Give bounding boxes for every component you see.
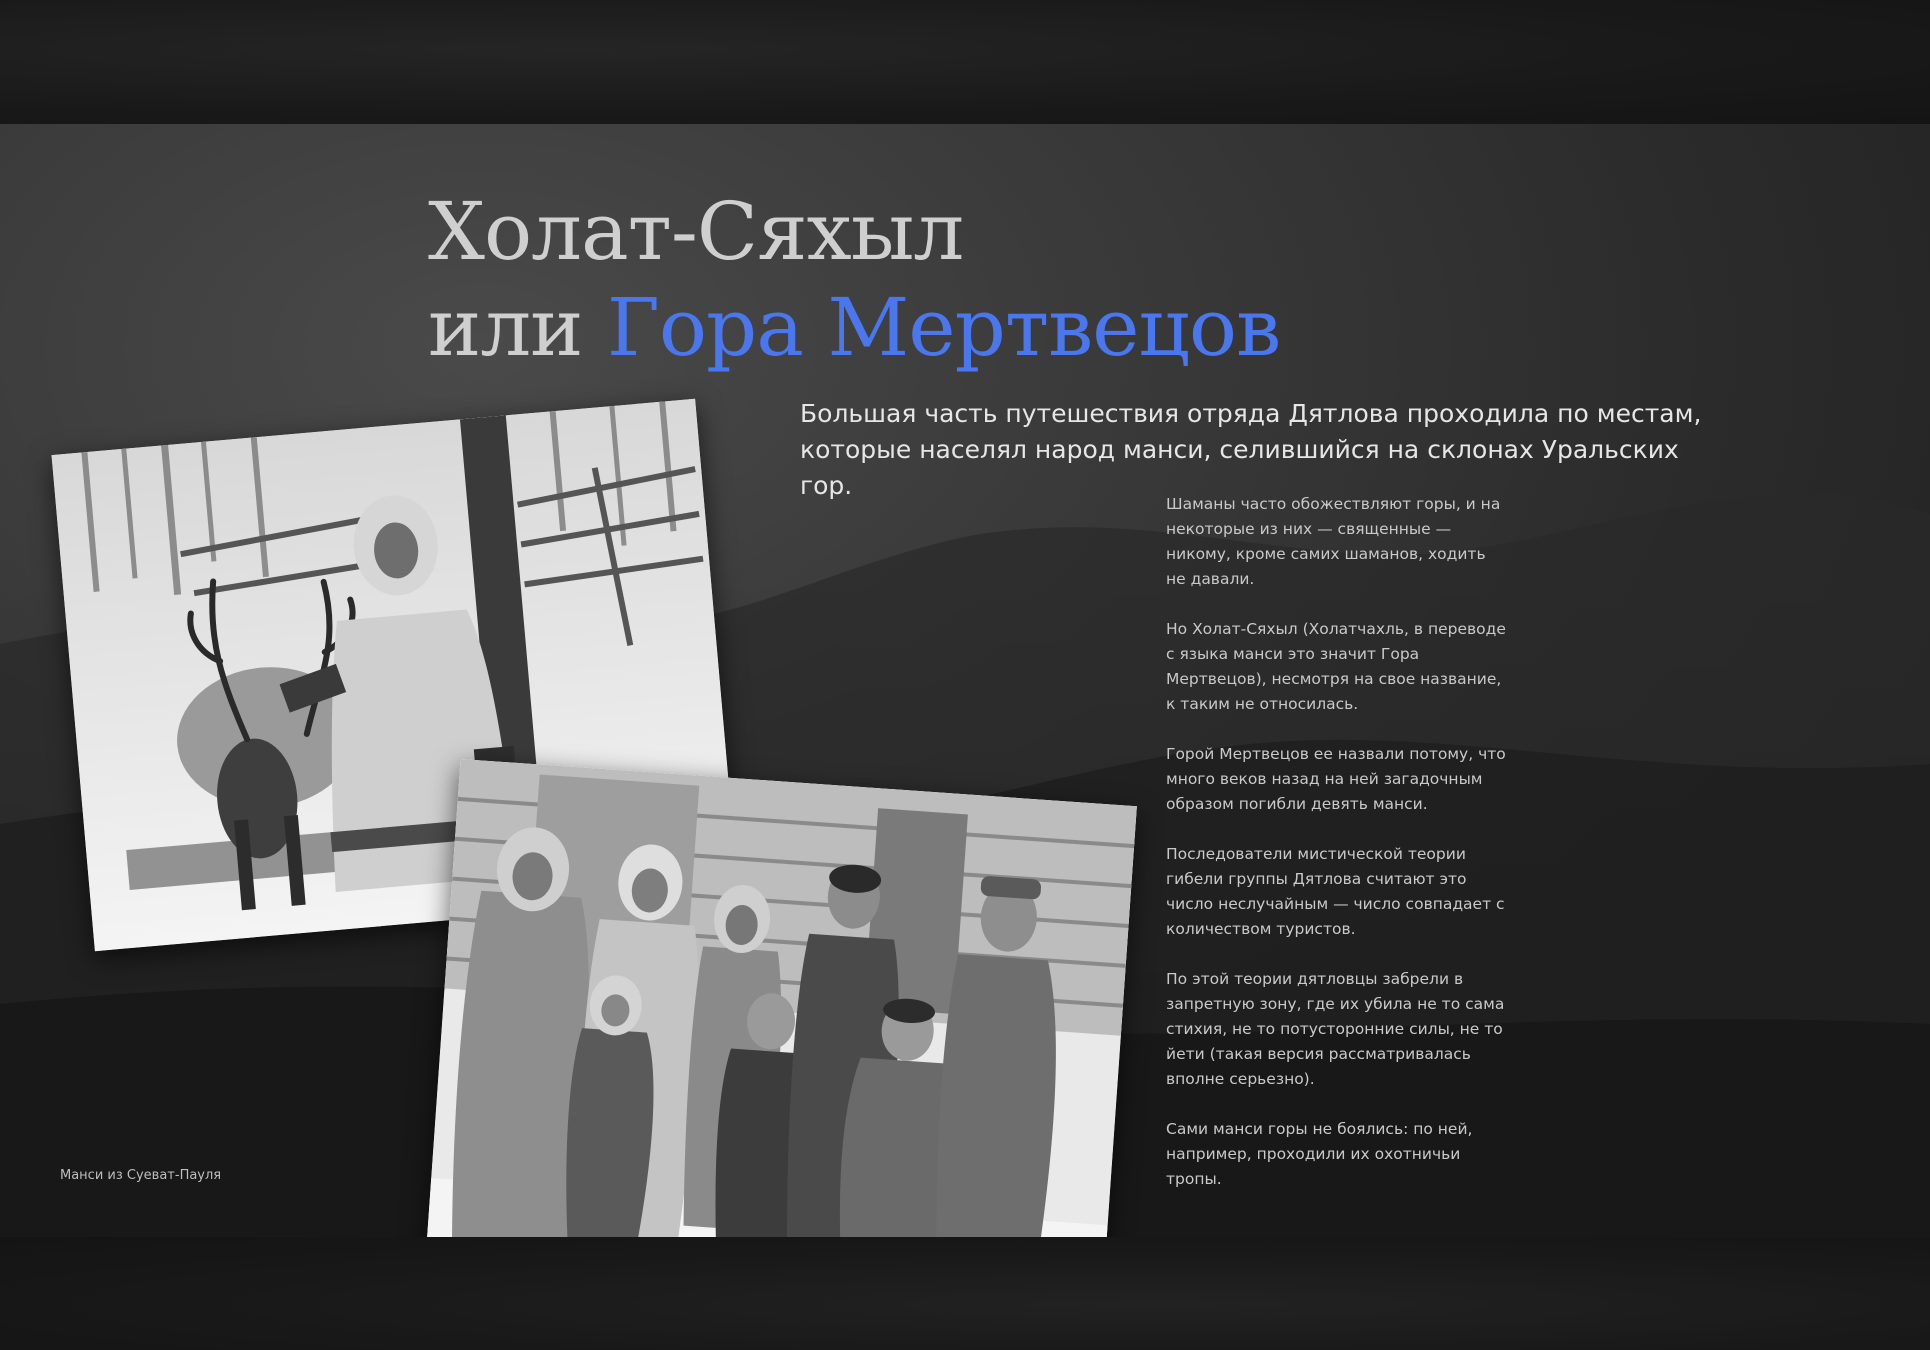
photo-mansi-family (425, 759, 1137, 1237)
title-line-2-prefix: или (428, 281, 607, 374)
lead-paragraph: Большая часть путешествия отряда Дятлова проходила по местам, которые населял народ манси, селившийся на склонах Уральских гор. (800, 399, 1702, 500)
photo-caption: Манси из Суеват-Пауля (60, 1168, 222, 1183)
title-line-1: Холат-Сяхыл (428, 185, 964, 278)
paragraph: По этой теории дятловцы забрели в запретную зону, где их убила не то сама стихия, не то потусторонние силы, не то йети (такая версия рассматривалась вполне серьезно). (1166, 970, 1505, 1088)
paragraph: Но Холат-Сяхыл (Холатчахль, в переводе с языка манси это значит Гора Мертвецов), несмотря на свое название, к таким не относилась. (1166, 620, 1506, 713)
paragraph: Шаманы часто обожествляют горы, и на некоторые из них — священные — никому, кроме самих шаманов, ходить не давали. (1166, 495, 1501, 588)
body-text (1166, 492, 1506, 1217)
paragraph: Последователи мистической теории гибели группы Дятлова считают это число неслучайным — число совпадает с количеством туристов. (1166, 845, 1505, 938)
page-title (428, 184, 1280, 376)
bottom-dark-band (0, 1237, 1930, 1350)
paragraph: Сами манси горы не боялись: по ней, например, проходили их охотничьи тропы. (1166, 1120, 1473, 1188)
paragraph: Горой Мертвецов ее назвали потому, что много веков назад на ней загадочным образом погибли девять манси. (1166, 745, 1506, 813)
slide (0, 124, 1930, 1237)
top-dark-band (0, 0, 1930, 124)
title-line-2-accent: Гора Мертвецов (606, 281, 1281, 374)
